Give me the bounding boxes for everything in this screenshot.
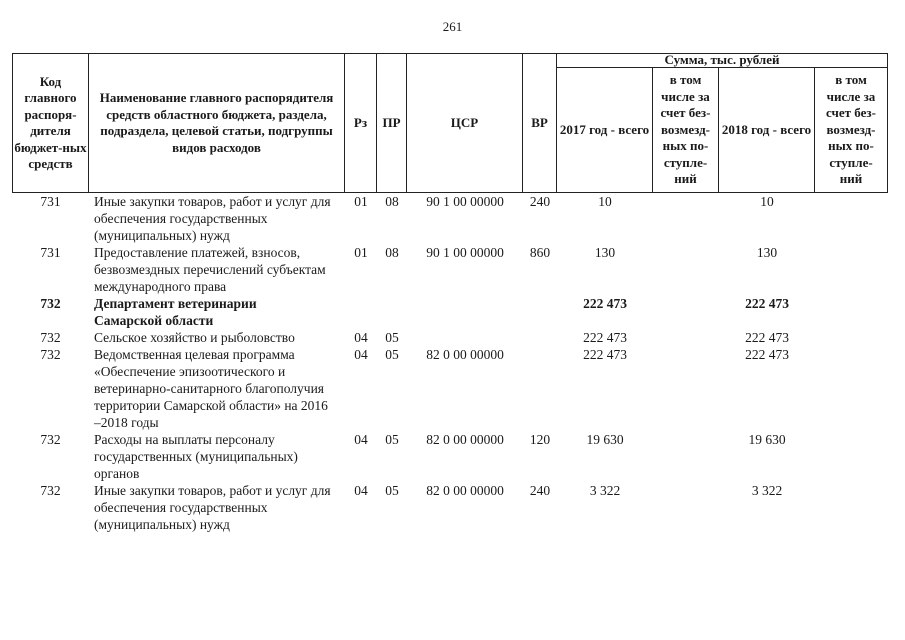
row-vr: 860 bbox=[529, 245, 551, 260]
row-sum-2017: 3 322 bbox=[589, 483, 621, 498]
table-row bbox=[12, 482, 888, 533]
row-name: Ведомственная целевая программа «Обеспечение эпизоотического и ветеринарно-санитарного благополучия территории Самарской области» на 2016 –2018 годы bbox=[94, 347, 328, 430]
row-name: Департамент ветеринарии Самарской области bbox=[94, 296, 257, 328]
row-vr: 120 bbox=[529, 432, 551, 447]
row-csr: 82 0 00 00000 bbox=[426, 347, 504, 362]
header-2017: 2017 год - всего bbox=[557, 68, 653, 193]
table-row bbox=[12, 295, 888, 329]
row-pr: 05 bbox=[385, 330, 399, 345]
table-row bbox=[12, 329, 888, 346]
row-sum-2018: 222 473 bbox=[745, 296, 789, 311]
row-vr: 240 bbox=[529, 483, 551, 498]
header-incl-2017: в том числе за счет без-возмезд-ных по-ступле-ний bbox=[653, 68, 719, 193]
table-body bbox=[12, 193, 888, 533]
row-code: 732 bbox=[40, 432, 61, 447]
row-rz: 04 bbox=[354, 347, 368, 362]
row-name: Расходы на выплаты персоналу государственных (муниципальных) органов bbox=[94, 432, 298, 481]
header-rz: Рз bbox=[345, 53, 377, 193]
row-sum-2018: 10 bbox=[760, 194, 774, 209]
header-2018: 2018 год - всего bbox=[719, 68, 815, 193]
row-name: Сельское хозяйство и рыболовство bbox=[94, 330, 295, 345]
row-rz: 04 bbox=[354, 483, 368, 498]
table-row bbox=[12, 244, 888, 295]
row-code: 731 bbox=[40, 245, 61, 260]
row-csr: 82 0 00 00000 bbox=[426, 483, 504, 498]
table-header bbox=[12, 53, 888, 193]
row-pr: 05 bbox=[385, 432, 399, 447]
row-sum-2017: 222 473 bbox=[583, 330, 627, 345]
row-pr: 08 bbox=[385, 194, 399, 209]
row-name: Иные закупки товаров, работ и услуг для обеспечения государственных (муниципальных) нужд bbox=[94, 194, 331, 243]
row-pr: 08 bbox=[385, 245, 399, 260]
row-sum-2018: 3 322 bbox=[751, 483, 783, 498]
table-row bbox=[12, 346, 888, 431]
row-sum-2017: 130 bbox=[594, 245, 616, 260]
row-code: 732 bbox=[40, 330, 61, 345]
row-sum-2018: 19 630 bbox=[748, 432, 786, 447]
row-code: 732 bbox=[40, 483, 61, 498]
header-csr: ЦСР bbox=[407, 53, 523, 193]
row-code: 732 bbox=[40, 347, 61, 362]
row-csr: 82 0 00 00000 bbox=[426, 432, 504, 447]
header-name: Наименование главного распорядителя средств областного бюджета, раздела, подраздела, целевой статьи, подгруппы видов расходов bbox=[89, 53, 345, 193]
row-sum-2017: 10 bbox=[598, 194, 612, 209]
row-name: Предоставление платежей, взносов, безвозмездных перечислений субъектам международного права bbox=[94, 245, 326, 294]
row-rz: 04 bbox=[354, 330, 368, 345]
page-number: 261 bbox=[442, 19, 463, 34]
row-sum-2017: 222 473 bbox=[583, 347, 627, 362]
header-incl-2018: в том числе за счет без-возмезд-ных по-ступле-ний bbox=[815, 68, 888, 193]
row-sum-2018: 130 bbox=[756, 245, 778, 260]
row-rz: 01 bbox=[354, 194, 368, 209]
header-sum: Сумма, тыс. рублей bbox=[557, 53, 888, 68]
header-vr: ВР bbox=[523, 53, 557, 193]
row-sum-2017: 19 630 bbox=[586, 432, 624, 447]
row-pr: 05 bbox=[385, 347, 399, 362]
row-sum-2018: 222 473 bbox=[745, 347, 789, 362]
header-pr: ПР bbox=[377, 53, 407, 193]
row-code: 731 bbox=[40, 194, 61, 209]
row-vr: 240 bbox=[529, 194, 551, 209]
header-code: Код главного распоря-дителя бюджет-ных средств bbox=[12, 53, 89, 193]
row-csr: 90 1 00 00000 bbox=[426, 245, 504, 260]
row-sum-2018: 222 473 bbox=[745, 330, 789, 345]
row-csr: 90 1 00 00000 bbox=[426, 194, 504, 209]
row-sum-2017: 222 473 bbox=[583, 296, 627, 311]
row-name: Иные закупки товаров, работ и услуг для обеспечения государственных (муниципальных) нужд bbox=[94, 483, 331, 532]
table-row bbox=[12, 431, 888, 482]
row-rz: 01 bbox=[354, 245, 368, 260]
row-code: 732 bbox=[40, 296, 61, 311]
row-pr: 05 bbox=[385, 483, 399, 498]
table-row bbox=[12, 193, 888, 244]
row-rz: 04 bbox=[354, 432, 368, 447]
